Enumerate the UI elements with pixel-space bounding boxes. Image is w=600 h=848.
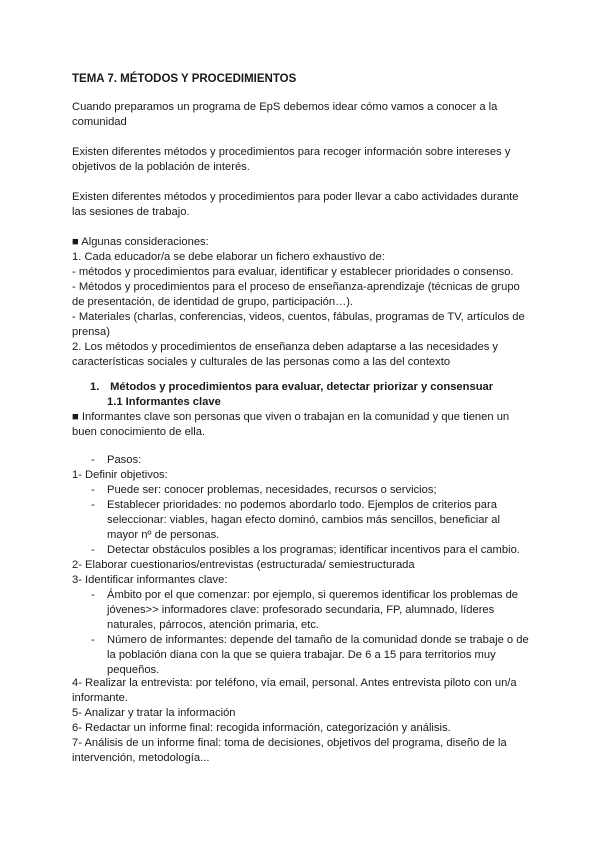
section-heading (90, 380, 493, 395)
text-line: 5- Analizar y tratar la información (72, 707, 236, 719)
step-3: 3- Identificar informantes clave: (72, 574, 228, 586)
text-line: las sesiones de trabajo. (72, 206, 190, 218)
text-line: seleccionar: viables, hagan efecto dominó, cambios más sencillos, beneficiar al (107, 514, 501, 526)
dash-bullet: - (91, 499, 95, 511)
informantes-intro (72, 410, 532, 440)
step1-item (91, 483, 541, 498)
step1-item (91, 543, 541, 558)
text-line: de presentación, de identidad de grupo, participación…). (72, 296, 354, 308)
text-line: mayor nº de personas. (107, 529, 220, 541)
text-line: Existen diferentes métodos y procedimientos para recoger información sobre intereses y (72, 146, 511, 158)
text-line: prensa) (72, 326, 110, 338)
text-line: naturales, párrocos, atención primaria, etc. (107, 619, 320, 631)
text-line: Número de informantes: depende del tamaño de la comunidad donde se trabaje o de (107, 634, 529, 646)
text-line: intervención, metodología... (72, 752, 210, 764)
text-line: Cuando preparamos un programa de EpS debemos idear cómo vamos a conocer a la (72, 101, 498, 113)
text-line: características sociales y culturales de las personas como a las del contexto (72, 356, 451, 368)
steps-4-to-7 (72, 676, 532, 766)
dash-bullet: - (91, 634, 95, 646)
intro-paragraph-2 (72, 145, 532, 175)
text-line: pequeños. (107, 664, 160, 676)
text-line: Puede ser: conocer problemas, necesidades, recursos o servicios; (107, 484, 437, 496)
page-title: TEMA 7. MÉTODOS Y PROCEDIMIENTOS (72, 73, 297, 85)
text-line: Ámbito por el que comenzar: por ejemplo, si queremos identificar los problemas de (107, 589, 519, 601)
section-title: Métodos y procedimientos para evaluar, detectar priorizar y consensuar (110, 381, 494, 393)
text-line: - Métodos y procedimientos para el proceso de enseñanza-aprendizaje (técnicas de grupo (72, 281, 520, 293)
text-line: 4- Realizar la entrevista: por teléfono, vía email, personal. Antes entrevista piloto con un/a (72, 677, 517, 689)
pasos-label: Pasos: (107, 454, 142, 466)
text-line: ■ Algunas consideraciones: (72, 236, 209, 248)
subsection-heading: 1.1 Informantes clave (107, 396, 221, 408)
dash-bullet: - (91, 454, 95, 466)
text-line: 1. Cada educador/a se debe elaborar un fichero exhaustivo de: (72, 251, 385, 263)
text-line: Existen diferentes métodos y procedimientos para poder llevar a cabo actividades durante (72, 191, 519, 203)
text-line: - Materiales (charlas, conferencias, videos, cuentos, fábulas, programas de TV, artículos de (72, 311, 525, 323)
step3-item (91, 588, 541, 633)
text-line: informante. (72, 692, 128, 704)
text-line: - métodos y procedimientos para evaluar, identificar y establecer prioridades o consenso. (72, 266, 514, 278)
text-line: Establecer prioridades: no podemos abordarlo todo. Ejemplos de criterios para (107, 499, 497, 511)
text-line: 6- Redactar un informe final: recogida información, categorización y análisis. (72, 722, 451, 734)
text-line: jóvenes>> informadores clave: profesorado secundaria, FP, alumnado, líderes (107, 604, 495, 616)
step3-item (91, 633, 541, 678)
text-line: comunidad (72, 116, 127, 128)
text-line: objetivos de la población de interés. (72, 161, 250, 173)
dash-bullet: - (91, 589, 95, 601)
step-2: 2- Elaborar cuestionarios/entrevistas (estructurada/ semiestructurada (72, 559, 415, 571)
dash-bullet: - (91, 544, 95, 556)
intro-paragraph-3 (72, 190, 532, 220)
text-line: 7- Análisis de un informe final: toma de decisiones, objetivos del programa, diseño de la (72, 737, 507, 749)
steps-heading (91, 453, 541, 468)
text-line: buen conocimiento de ella. (72, 426, 206, 438)
dash-bullet: - (91, 484, 95, 496)
intro-paragraph-1 (72, 100, 532, 130)
text-line: 2. Los métodos y procedimientos de enseñanza deben adaptarse a las necesidades y (72, 341, 499, 353)
text-line: ■ Informantes clave son personas que viven o trabajan en la comunidad y que tienen un (72, 411, 510, 423)
step-1: 1- Definir objetivos: (72, 469, 168, 481)
step1-item (91, 498, 541, 543)
considerations-block (72, 235, 532, 370)
text-line: la población diana con la que se quiera trabajar. De 6 a 15 para territorios muy (107, 649, 496, 661)
section-number: 1. (90, 381, 100, 393)
text-line: Detectar obstáculos posibles a los programas; identificar incentivos para el cambio. (107, 544, 520, 556)
